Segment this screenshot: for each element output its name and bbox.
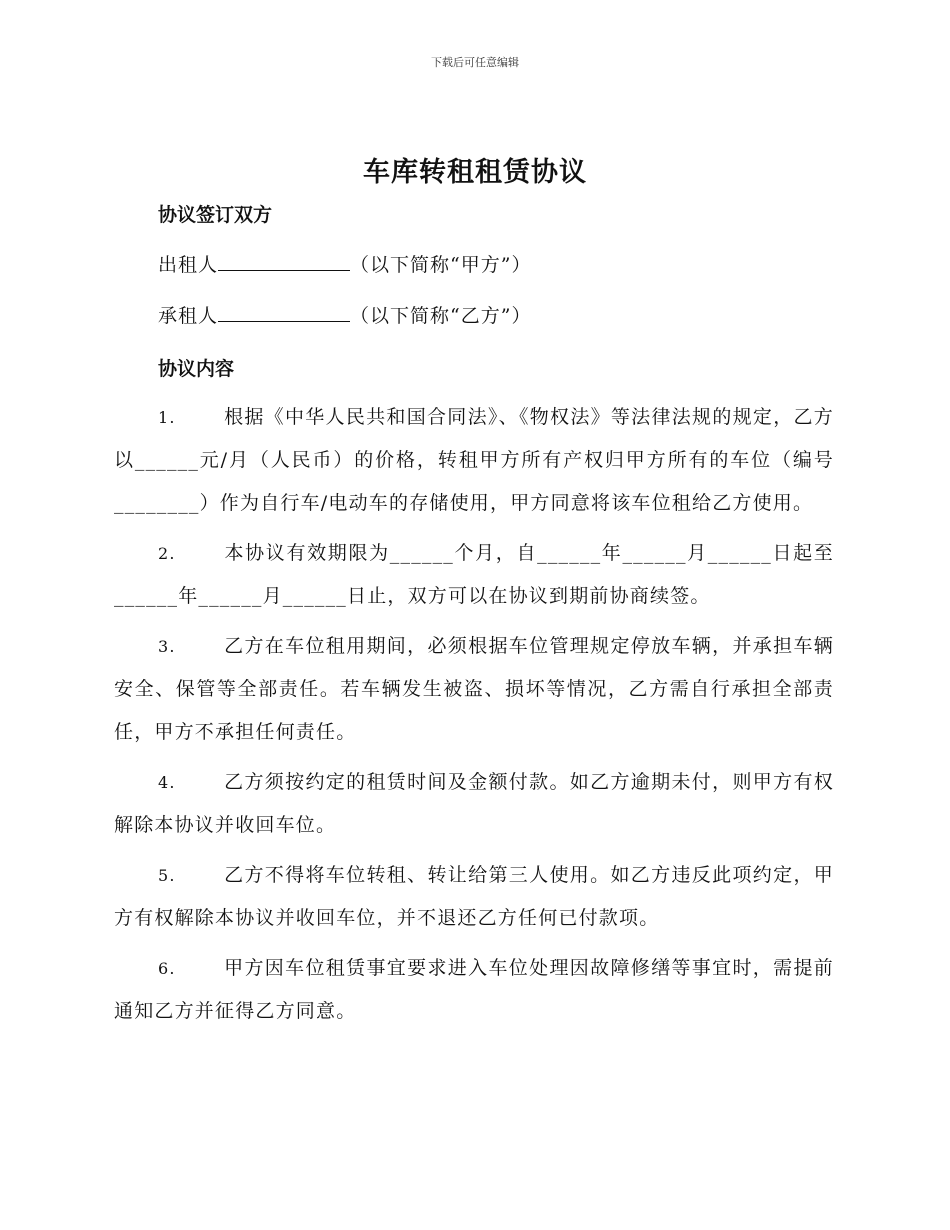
clause-5 <box>114 854 834 940</box>
header-note: 下载后可任意编辑 <box>431 56 519 69</box>
clause-text: 甲方因车位租赁事宜要求进入车位处理因故障修缮等事宜时，需提前通知乙方并征得乙方同意。 <box>114 957 834 1022</box>
lessor-label: 出租人 <box>158 254 219 276</box>
clause-text: 根据《中华人民共和国合同法》、《物权法》等法律法规的规定，乙方以______元/月（人民币）的价格，转租甲方所有产权归甲方所有的车位（编号________）作为自行车/电动车的存储使用，甲方同意将该车位租给乙方使用。 <box>114 406 834 514</box>
clause-number: 4. <box>158 773 176 792</box>
clause-text: 本协议有效期限为______个月，自______年______月______日起至______年______月______日止，双方可以在协议到期前协商续签。 <box>114 542 834 607</box>
content-heading: 协议内容 <box>158 358 235 380</box>
clause-1 <box>114 396 834 525</box>
clause-number: 1. <box>158 408 176 427</box>
clause-3 <box>114 625 834 754</box>
lessee-label: 承租人 <box>158 305 219 327</box>
clause-number: 5. <box>158 866 176 885</box>
lessee-line <box>158 301 531 328</box>
clause-6 <box>114 947 834 1033</box>
document-title: 车库转租租赁协议 <box>363 157 587 188</box>
clause-2 <box>114 532 834 618</box>
clause-text: 乙方在车位租用期间，必须根据车位管理规定停放车辆，并承担车辆安全、保管等全部责任。若车辆发生被盗、损坏等情况，乙方需自行承担全部责任，甲方不承担任何责任。 <box>114 635 834 743</box>
parties-heading: 协议签订双方 <box>158 204 273 226</box>
clause-number: 2. <box>158 544 176 563</box>
lessor-blank[interactable] <box>218 250 350 271</box>
clauses-list <box>114 396 834 1040</box>
lessee-suffix: （以下简称“乙方”） <box>350 305 532 327</box>
lessor-line <box>158 250 531 277</box>
lessor-suffix: （以下简称“甲方”） <box>350 254 532 276</box>
clause-text: 乙方须按约定的租赁时间及金额付款。如乙方逾期未付，则甲方有权解除本协议并收回车位。 <box>114 771 834 836</box>
clause-number: 3. <box>158 637 176 656</box>
clause-4 <box>114 761 834 847</box>
lessee-blank[interactable] <box>218 301 350 322</box>
clause-number: 6. <box>158 959 176 978</box>
clause-text: 乙方不得将车位转租、转让给第三人使用。如乙方违反此项约定，甲方有权解除本协议并收回车位，并不退还乙方任何已付款项。 <box>114 864 834 929</box>
